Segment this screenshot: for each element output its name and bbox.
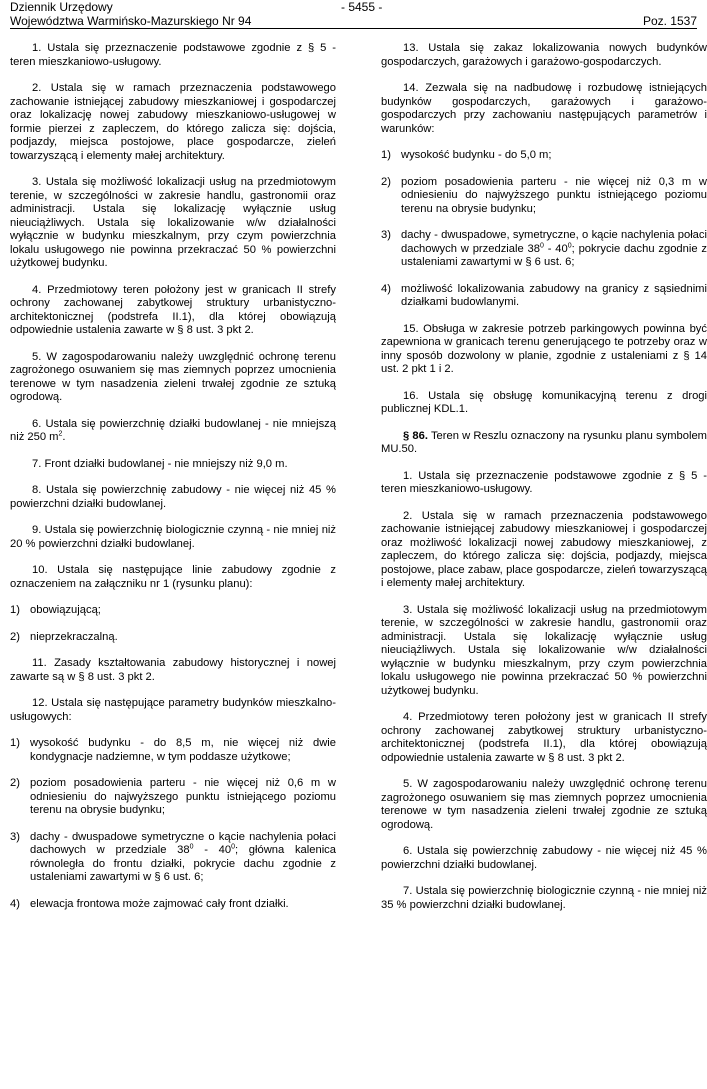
superscript: 2 [58,430,63,438]
paragraph: 4. Przedmiotowy teren położony jest w granicach II strefy ochrony zachowanej zabytkowej struktury urbanistyczno-architektonicznej (podstrefa II.1), dla której obowiązują odpowiednie ustalenia zawarte w § 8 ust. 3 pkt 2. [381,711,707,764]
list-text: ; pokrycie dachu zgodnie z ustaleniami zawartymi w § 6 ust. 6; [401,242,707,268]
right-column [381,42,707,925]
list-item [10,831,336,885]
list-text: - 40 [193,844,232,856]
paragraph: 8. Ustala się powierzchnię zabudowy - nie więcej niż 45 % powierzchni działki budowlanej. [10,484,336,510]
paragraph: 11. Zasady kształtowania zabudowy historycznej i nowej zawarte są w § 8 ust. 3 pkt 2. [10,657,336,683]
list-number: 1) [10,604,20,616]
region-title: Województwa Warmińsko-Mazurskiego Nr 94 [10,14,252,28]
left-column [10,42,336,924]
list-number: 2) [10,777,20,789]
paragraph: 16. Ustala się obsługę komunikacyjną terenu z drogi publicznej KDL.1. [381,389,707,415]
list-number: 4) [381,282,391,295]
list-text: możliwość lokalizowania zabudowy na granicy z sąsiednimi działkami budowlanymi. [401,282,707,308]
section-heading [381,430,707,457]
paragraph: 7. Ustala się powierzchnię biologicznie czynną - nie mniej niż 35 % powierzchni działki budowlanej. [381,885,707,911]
list-text: dachy - dwuspadowe, symetryczne, o kącie nachylenia połaci dachowych w przedziale 38 [401,229,707,255]
degree-superscript: 0 [231,843,235,851]
paragraph: 14. Zezwala się na nadbudowę i rozbudowę istniejących budynków gospodarczych, garażowych i garażowo-gospodarczych przy zachowaniu następujących parametrów i warunków: [381,82,707,135]
paragraph: 7. Front działki budowlanej - nie mniejszy niż 9,0 m. [32,457,288,470]
list-text: elewacja frontowa może zajmować cały front działki. [30,897,289,910]
list-text: ; główna kalenica równoległa do frontu działki, pokrycie dachu zgodnie z ustaleniami zawartymi w § 6 ust. 6; [30,844,336,883]
list-number: 1) [10,737,20,749]
paragraph: 15. Obsługa w zakresie potrzeb parkingowych powinna być zapewniona w granicach terenu generującego te potrzeby oraz w inny sposób dozwolony w planie, zgodnie z ustaleniami z § 14 ust. 2 pkt 1 i 2. [381,322,707,375]
paragraph: 3. Ustala się możliwość lokalizacji usług na przedmiotowym terenie, w szczególności w zakresie handlu, gastronomii oraz administracji. Ustala się lokalizację wyłącznie usług nieuciążliwych. Ustala się lokalizowanie w/w działalności wyłącznie w budynku mieszkalnym, przy czym powierzchnia lokalu usługowego nie powinna przekraczać 50 % powierzchni użytkowej budynku. [381,603,707,697]
paragraph: 1. Ustala się przeznaczenie podstawowe zgodnie z § 5 - teren mieszkaniowo-usługowy. [381,469,707,495]
page-header [10,0,697,30]
degree-superscript: 0 [539,241,544,249]
paragraph: 2. Ustala się w ramach przeznaczenia podstawowego zachowanie istniejącej zabudowy mieszkaniowej i gospodarczej oraz lokalizację nowej zabudowy mieszkaniowo-usługowej w formie pierzei z zapleczem, do którego zalicza się: dojścia, podjazdy, miejsca postojowe, place gospodarcze, zieleń towarzyszącą i elementy małej architektury. [10,82,336,162]
list-number: 1) [381,149,391,161]
paragraph: 5. W zagospodarowaniu należy uwzględnić ochronę terenu zagrożonego osuwaniem się mas ziemnych poprzez umocnienia terenowe w tym nasadzenia zieleni trwałej zgodnie ze sztuką ogrodową. [381,778,707,831]
list-text: dachy - dwuspadowe symetryczne o kącie nachylenia połaci dachowych w przedziale 38 [30,830,336,856]
list-text: wysokość budynku - do 5,0 m; [401,149,552,161]
text: 6. Ustala się powierzchnię działki budowlanej - nie mniejszą niż 250 m [10,417,336,443]
list-number: 4) [10,897,20,910]
list-item [10,898,336,912]
header-rule [10,28,697,29]
list-text: poziom posadowienia parteru - nie więcej niż 0,6 m w odniesieniu do najwyższego punktu istniejącego poziomu terenu na obrysie budynku; [30,777,336,816]
journal-title: Dziennik Urzędowy [10,0,113,14]
degree-superscript: 0 [189,843,194,851]
paragraph: 10. Ustala się następujące linie zabudowy zgodnie z oznaczeniem na załączniku nr 1 (rysunku planu): [10,564,336,590]
list-text: poziom posadowienia parteru - nie więcej niż 0,3 m w odniesieniu do najwyższego punktu istniejącego poziomu terenu na obrysie budynku; [401,175,707,215]
list-number: 2) [10,630,20,643]
paragraph: 1. Ustala się przeznaczenie podstawowe zgodnie z § 5 - teren mieszkaniowo-usługowy. [10,42,336,68]
paragraph: 5. W zagospodarowaniu należy uwzględnić ochronę terenu zagrożonego osuwaniem się mas ziemnych poprzez umocnienia terenowe w tym nasadzenia zieleni trwałej zgodnie ze sztuką ogrodową. [10,350,336,403]
list-number: 2) [381,175,391,188]
list-item [10,737,336,764]
text: . [62,431,66,443]
list-text: nieprzekraczalną. [30,630,118,643]
list-item [10,631,336,645]
degree-superscript: 0 [567,241,572,249]
list-number: 3) [381,229,391,241]
header-line-2 [10,14,697,29]
list-item [381,229,707,270]
position-number: Poz. 1537 [642,14,697,28]
header-line-1 [10,0,697,15]
list-text: - 40 [543,242,568,255]
paragraph: 4. Przedmiotowy teren położony jest w granicach II strefy ochrony zachowanej zabytkowej struktury urbanistyczno-architektonicznej (podstrefa II.1), dla której obowiązują odpowiednie ustalenia zawarte w § 8 ust. 3 pkt 2. [10,283,336,336]
paragraph: 9. Ustala się powierzchnię biologicznie czynną - nie mniej niż 20 % powierzchni działki budowlanej. [10,524,336,550]
list-number: 3) [10,830,20,843]
paragraph [10,418,336,445]
list-item [10,604,336,618]
paragraph: 6. Ustala się powierzchnię zabudowy - nie więcej niż 45 % powierzchni działki budowlanej. [381,845,707,871]
list-item [381,149,707,163]
list-text: wysokość budynku - do 8,5 m, nie więcej niż dwie kondygnacje nadziemne, w tym poddasze użytkowe; [30,737,336,763]
paragraph: 13. Ustala się zakaz lokalizowania nowych budynków gospodarczych, garażowych i garażowo-gospodarczych. [381,42,707,68]
paragraph: 3. Ustala się możliwość lokalizacji usług na przedmiotowym terenie, w szczególności w zakresie handlu, gastronomii oraz administracji. Ustala się lokalizację wyłącznie usług nieuciążliwych. Ustala się lokalizowanie w/w działalności wyłącznie w budynku mieszkalnym, przy czym powierzchnia lokalu usługowego nie powinna przekraczać 50 % powierzchni użytkowej budynku. [10,176,336,269]
paragraph: 2. Ustala się w ramach przeznaczenia podstawowego zachowanie istniejącej zabudowy mieszkaniowej i gospodarczej oraz możliwość lokalizacji nowej zabudowy mieszkaniowej, z zapleczem, do którego zalicza się: dojścia, podjazdy, miejsca postojowe, place zabaw, place gospodarcze, zieleń towarzyszącą i elementy małej architektury. [381,509,707,589]
list-item [381,283,707,310]
paragraph: 12. Ustala się następujące parametry budynków mieszkalno-usługowych: [10,697,336,723]
section-text: Teren w Reszlu oznaczony na rysunku planu symbolem MU.50. [381,429,707,455]
list-item [381,176,707,217]
list-text: obowiązującą; [30,604,101,616]
page-number: - 5455 - [341,0,383,14]
section-label: § 86. [403,429,428,442]
list-item [10,777,336,818]
